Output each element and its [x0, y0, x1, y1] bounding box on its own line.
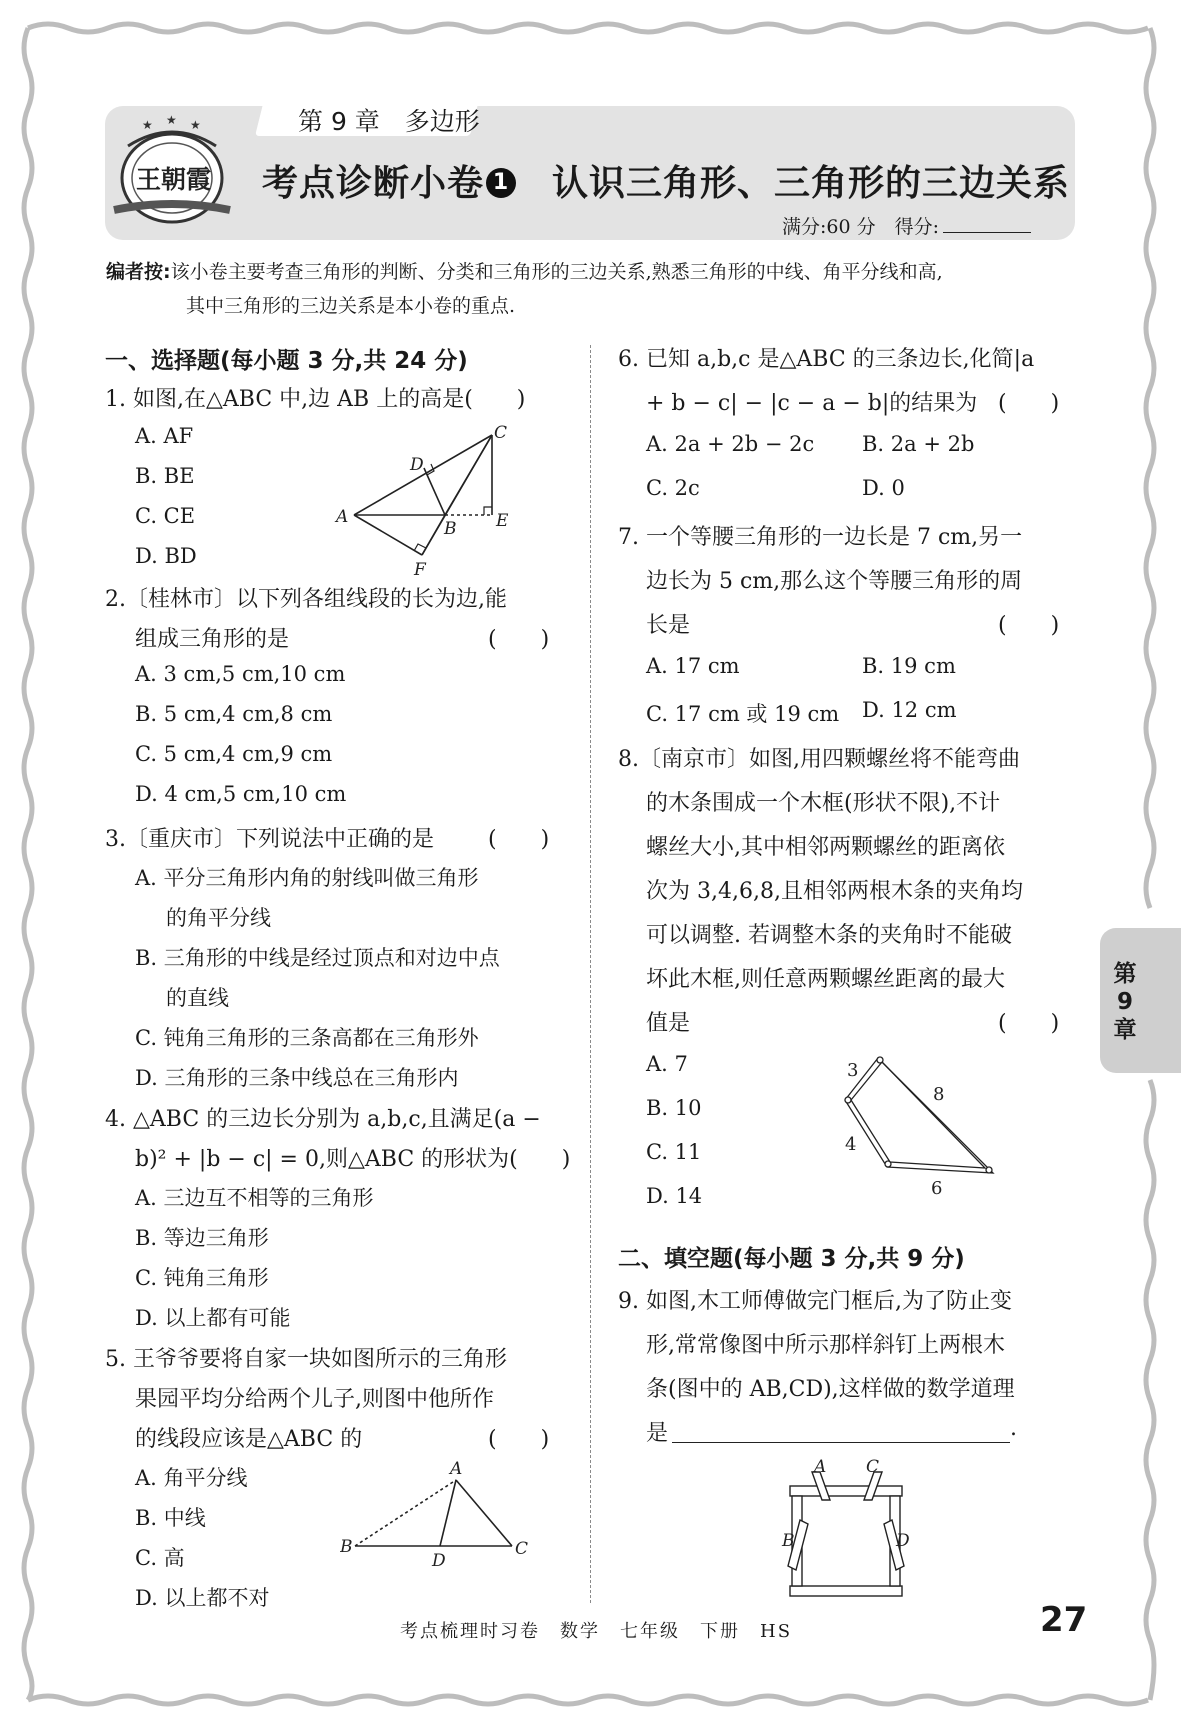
- q9-period: .: [1010, 1416, 1017, 1441]
- section2-title: 二、填空题(每小题 3 分,共 9 分): [618, 1246, 965, 1272]
- q5-option-a[interactable]: A. 角平分线: [135, 1466, 248, 1490]
- svg-text:D: D: [896, 1531, 910, 1551]
- q6-option-b[interactable]: B. 2a + 2b: [862, 432, 975, 456]
- q4-option-c[interactable]: C. 钝角三角形: [135, 1266, 269, 1290]
- title-main: 认识三角形、三角形的三边关系: [552, 163, 1071, 204]
- q1-option-a[interactable]: A. AF: [135, 424, 194, 448]
- q1-stem: 1. 如图,在△ABC 中,边 AB 上的高是( ): [105, 387, 526, 412]
- q9-stem-line1: 9. 如图,木工师傅做完门框后,为了防止变: [618, 1289, 1012, 1314]
- q8-option-a[interactable]: A. 7: [646, 1052, 688, 1076]
- svg-text:3: 3: [847, 1060, 859, 1081]
- q8-stem-line1: 8.〔南京市〕如图,用四颗螺丝将不能弯曲: [618, 747, 1020, 772]
- q2-option-d[interactable]: D. 4 cm,5 cm,10 cm: [135, 782, 347, 806]
- q4-option-b[interactable]: B. 等边三角形: [135, 1226, 269, 1250]
- svg-text:★: ★: [142, 118, 153, 132]
- svg-text:B: B: [444, 519, 457, 539]
- q3-answer-paren[interactable]: ( ): [488, 827, 550, 852]
- q1-triangle-figure: [330, 420, 520, 580]
- chapter-title: 第 9 章 多边形: [298, 107, 480, 136]
- q8-answer-paren[interactable]: ( ): [998, 1011, 1060, 1036]
- q9-answer-blank[interactable]: [672, 1442, 1010, 1443]
- q5-stem-line3: 的线段应该是△ABC 的: [135, 1427, 363, 1452]
- q3-option-b[interactable]: B. 三角形的中线是经过顶点和对边中点: [135, 946, 500, 970]
- title-prefix: 考点诊断小卷: [262, 163, 485, 204]
- publisher-logo: [110, 112, 235, 230]
- q1-option-b[interactable]: B. BE: [135, 464, 195, 488]
- page-number: 27: [1040, 1600, 1088, 1640]
- q7-option-a[interactable]: A. 17 cm: [646, 654, 740, 678]
- q3-option-a[interactable]: A. 平分三角形内角的射线叫做三角形: [135, 866, 479, 890]
- q1-option-c[interactable]: C. CE: [135, 504, 196, 528]
- q2-stem-line1: 2.〔桂林市〕以下列各组线段的长为边,能: [105, 587, 507, 612]
- svg-text:C: C: [494, 423, 508, 443]
- q4-option-a[interactable]: A. 三边互不相等的三角形: [135, 1186, 374, 1210]
- q6-stem-line2: + b − c| − |c − a − b|的结果为: [646, 391, 978, 416]
- q3-option-c[interactable]: C. 钝角三角形的三条高都在三角形外: [135, 1026, 479, 1050]
- svg-text:D: D: [410, 455, 424, 475]
- q7-stem-line1: 7. 一个等腰三角形的一边长是 7 cm,另一: [618, 525, 1023, 550]
- q6-option-a[interactable]: A. 2a + 2b − 2c: [646, 432, 815, 456]
- svg-text:王朝霞: 王朝霞: [136, 165, 212, 194]
- score-label: 满分:60 分 得分:: [782, 216, 940, 238]
- q8-stem-line4: 次为 3,4,6,8,且相邻两根木条的夹角均: [646, 879, 1023, 904]
- svg-text:A: A: [450, 1459, 463, 1479]
- q4-stem-line2: b)² + |b − c| = 0,则△ABC 的形状为( ): [135, 1147, 571, 1172]
- q8-option-b[interactable]: B. 10: [646, 1096, 702, 1120]
- q2-answer-paren[interactable]: ( ): [488, 627, 550, 652]
- svg-text:A: A: [814, 1458, 827, 1477]
- svg-text:8: 8: [933, 1084, 945, 1105]
- editor-note-line1: 编者按:该小卷主要考查三角形的判断、分类和三角形的三边关系,熟悉三角形的中线、角平分线和高,: [106, 261, 943, 283]
- score-line: [782, 212, 1031, 239]
- q8-stem-line6: 坏此木框,则任意两颗螺丝距离的最大: [646, 967, 1005, 992]
- chapter-side-label: 第 9 章: [1113, 961, 1137, 1043]
- q7-option-d[interactable]: D. 12 cm: [862, 698, 957, 722]
- q2-option-c[interactable]: C. 5 cm,4 cm,9 cm: [135, 742, 333, 766]
- editor-note-line2: 其中三角形的三边关系是本小卷的重点.: [186, 295, 516, 317]
- q5-triangle-figure: [340, 1458, 540, 1573]
- quiz-number-badge: 1: [486, 168, 516, 198]
- q7-option-b[interactable]: B. 19 cm: [862, 654, 956, 678]
- svg-text:A: A: [336, 507, 349, 527]
- q6-answer-paren[interactable]: ( ): [998, 391, 1060, 416]
- column-divider: [590, 345, 591, 1603]
- q8-stem-line7: 值是: [646, 1011, 691, 1036]
- q6-stem-line1: 6. 已知 a,b,c 是△ABC 的三条边长,化简|a: [618, 347, 1035, 372]
- q8-option-c[interactable]: C. 11: [646, 1140, 702, 1164]
- q7-option-c[interactable]: C. 17 cm 或 19 cm: [646, 702, 840, 726]
- score-blank[interactable]: [943, 214, 1031, 233]
- svg-text:★: ★: [190, 118, 201, 132]
- svg-text:F: F: [414, 560, 426, 580]
- q3-option-d[interactable]: D. 三角形的三条中线总在三角形内: [135, 1066, 459, 1090]
- q7-answer-paren[interactable]: ( ): [998, 613, 1060, 638]
- section1-title: 一、选择题(每小题 3 分,共 24 分): [105, 348, 468, 374]
- q7-stem-line2: 边长为 5 cm,那么这个等腰三角形的周: [646, 569, 1023, 594]
- q1-option-d[interactable]: D. BD: [135, 544, 197, 568]
- svg-text:C: C: [866, 1458, 880, 1477]
- svg-text:C: C: [515, 1539, 529, 1559]
- q8-wooden-frame-figure: [835, 1048, 1015, 1203]
- q5-option-d[interactable]: D. 以上都不对: [135, 1586, 270, 1610]
- q9-stem-line3: 条(图中的 AB,CD),这样做的数学道理: [646, 1377, 1015, 1402]
- q5-option-b[interactable]: B. 中线: [135, 1506, 206, 1530]
- q4-stem-line1: 4. △ABC 的三边长分别为 a,b,c,且满足(a −: [105, 1107, 541, 1132]
- q3-stem: 3.〔重庆市〕下列说法中正确的是: [105, 827, 434, 852]
- svg-text:B: B: [782, 1531, 795, 1551]
- svg-text:E: E: [496, 511, 509, 531]
- editor-note-label: 编者按:: [106, 261, 171, 283]
- q2-option-a[interactable]: A. 3 cm,5 cm,10 cm: [135, 662, 346, 686]
- footer-text: 考点梳理时习卷 数学 七年级 下册 HS: [400, 1621, 793, 1642]
- q2-option-b[interactable]: B. 5 cm,4 cm,8 cm: [135, 702, 333, 726]
- svg-text:4: 4: [845, 1134, 857, 1155]
- q9-stem-line4: 是: [646, 1421, 669, 1446]
- q4-option-d[interactable]: D. 以上都有可能: [135, 1306, 291, 1330]
- q3-option-b-cont: 的直线: [166, 986, 229, 1010]
- q9-stem-line2: 形,常常像图中所示那样斜钉上两根木: [646, 1333, 1005, 1358]
- q5-option-c[interactable]: C. 高: [135, 1546, 185, 1570]
- q5-stem-line1: 5. 王爷爷要将自家一块如图所示的三角形: [105, 1347, 507, 1372]
- q8-stem-line2: 的木条围成一个木框(形状不限),不计: [646, 791, 1001, 816]
- q7-stem-line3: 长是: [646, 613, 691, 638]
- q3-option-a-cont: 的角平分线: [166, 906, 271, 930]
- q8-option-d[interactable]: D. 14: [646, 1184, 703, 1208]
- q5-stem-line2: 果园平均分给两个儿子,则图中他所作: [135, 1387, 494, 1412]
- quiz-title: [262, 155, 1070, 206]
- q2-stem-line2: 组成三角形的是: [135, 627, 290, 652]
- q8-stem-line5: 可以调整. 若调整木条的夹角时不能破: [646, 923, 1012, 948]
- svg-text:★: ★: [166, 113, 177, 127]
- q6-option-c[interactable]: C. 2c: [646, 476, 700, 500]
- svg-text:6: 6: [931, 1178, 943, 1199]
- q5-answer-paren[interactable]: ( ): [488, 1427, 550, 1452]
- q9-door-frame-figure: [770, 1458, 930, 1606]
- svg-text:B: B: [340, 1537, 353, 1557]
- q6-option-d[interactable]: D. 0: [862, 476, 905, 500]
- q8-stem-line3: 螺丝大小,其中相邻两颗螺丝的距离依: [646, 835, 1005, 860]
- svg-text:D: D: [432, 1551, 446, 1571]
